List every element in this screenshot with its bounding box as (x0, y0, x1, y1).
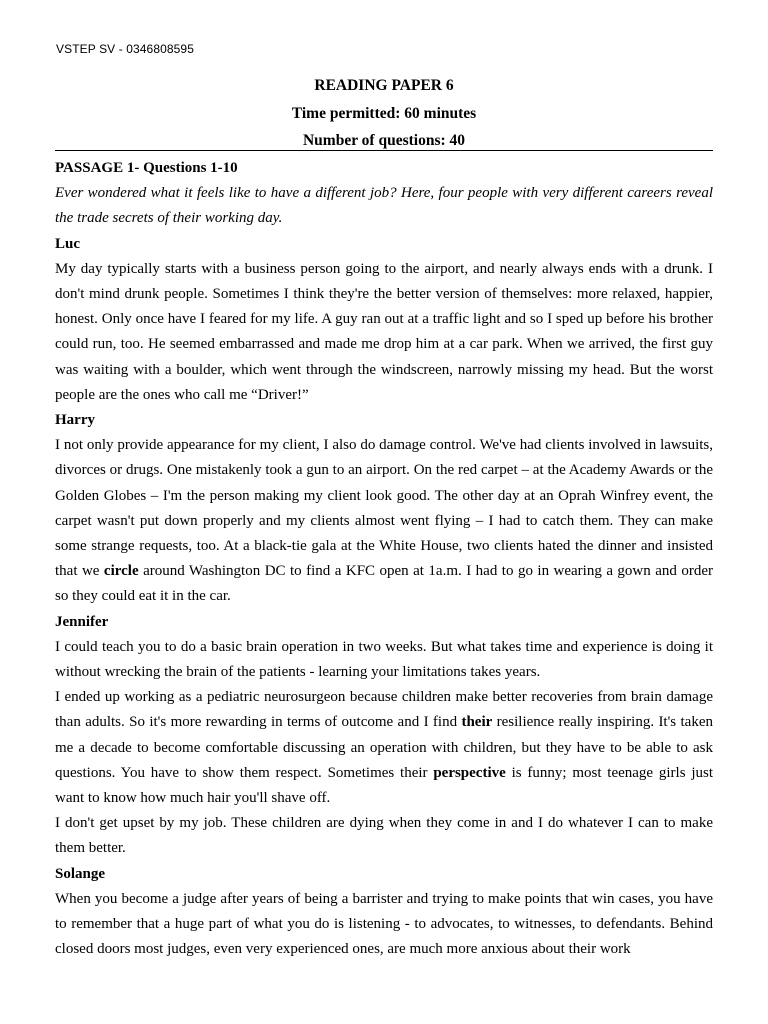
text-segment: around Washington DC to find a KFC open at 1a.m. I had to go in wearing a gown and order so they could eat it in the car. (55, 563, 714, 605)
title-block (56, 75, 712, 158)
speaker-name-luc: Luc (55, 235, 81, 252)
speaker-name-harry: Harry (55, 412, 95, 429)
paragraph-harry (55, 433, 713, 609)
paper-title: READING PAPER 6 (314, 77, 454, 94)
speaker-name-jennifer: Jennifer (55, 613, 109, 630)
paragraph-jennifer-2 (55, 685, 713, 811)
passage-content (55, 156, 713, 963)
title-divider (55, 150, 713, 151)
passage-intro: Ever wondered what it feels like to have a different job? Here, four people with very different careers reveal the trade secrets of their working day. (55, 185, 713, 227)
time-permitted: Time permitted: 60 minutes (291, 104, 477, 122)
number-of-questions: Number of questions: 40 (302, 132, 466, 149)
text-segment: resilience really inspiring. It's taken me a decade to become comfortable discussing an operation with children, but they have to be able to ask questions. You have to show them respect. Sometimes their (55, 714, 713, 781)
text-segment: is funny; most teenage girls just want to know how much hair you'll shave off. (55, 764, 713, 807)
document-code: VSTEP SV - 0346808595 (56, 42, 194, 56)
text-segment: I ended up working as a pediatric neurosurgeon because children make better recoveries from brain damage than adults. So it's more rewarding in terms of outcome and I find (55, 689, 713, 731)
speaker-name-solange: Solange (55, 865, 106, 882)
keyword-their: their (461, 714, 493, 731)
paragraph-jennifer-1: I could teach you to do a basic brain operation in two weeks. But what takes time and experience is doing it without wrecking the brain of the patients - learning your limitations takes years. (55, 638, 713, 681)
paragraph-jennifer-3: I don't get upset by my job. These children are dying when they come in and I do whatever I can to make them better. (55, 815, 713, 857)
paragraph-solange: When you become a judge after years of being a barrister and trying to make points that win cases, you have to remember that a huge part of what you do is listening - to advocates, to witnesses, to defendants. Behind closed doors most judges, even very experienced ones, are much more anxious about their work (55, 890, 713, 958)
text-segment: I not only provide appearance for my client, I also do damage control. We've had clients involved in lawsuits, divorces or drugs. One mistakenly took a gun to an airport. On the red carpet – at the Academy Awards or the Golden Globes – I'm the person making my client look good. The other day at an Oprah Winfrey event, the carpet wasn't put down properly and my clients almost went flying – I had to catch them. They can make some strange requests, too. At a black-tie gala at the White House, two clients hated the dinner and insisted that we (55, 437, 713, 580)
keyword-circle: circle (103, 563, 139, 580)
passage-heading: PASSAGE 1- Questions 1-10 (55, 160, 238, 176)
paragraph-luc: My day typically starts with a business person going to the airport, and nearly always ends with a drunk. I don't mind drunk people. Sometimes I think they're the better version of themselves: more relaxed, happier, honest. Only once have I feared for my life. A guy ran out at a traffic light and so I sped up before his brother could run, too. He seemed embarrassed and made me drop him at a car park. When we arrived, the first guy was waiting with a boulder, which went through the windscreen, narrowly missing my head. But the worst people are the ones who call me “Driver!” (55, 260, 713, 403)
keyword-perspective: perspective (433, 764, 506, 781)
